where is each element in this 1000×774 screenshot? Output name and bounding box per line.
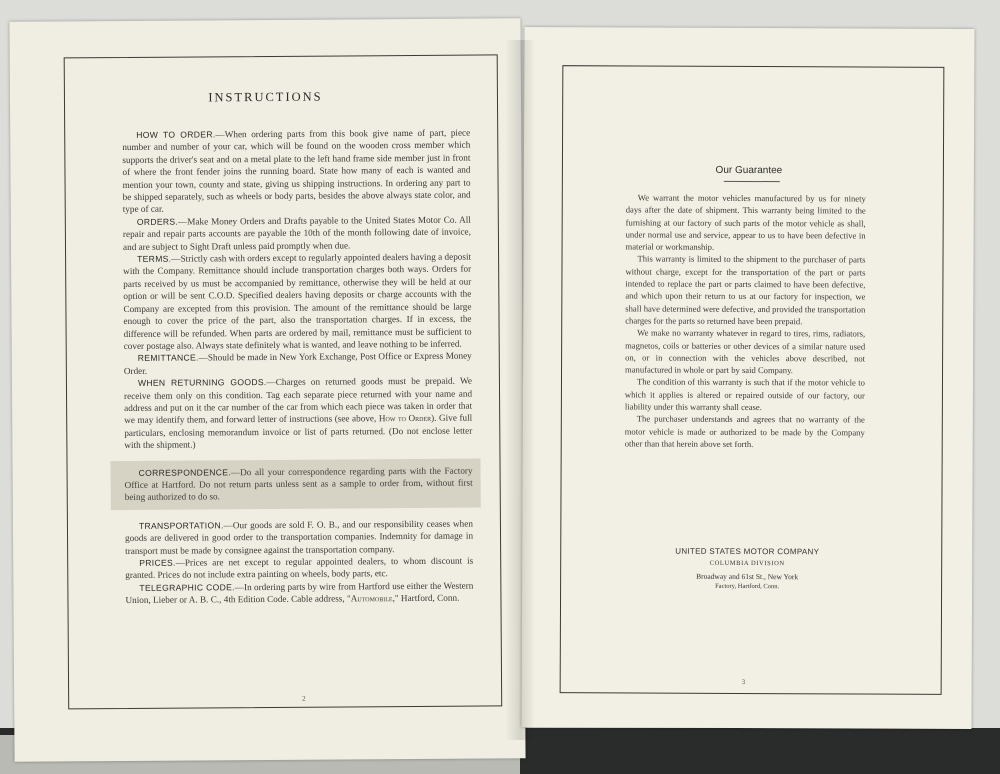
guarantee-paragraph: This warranty is limited to the shipment to the purchaser of parts without charge, except for the transportation of the part or parts intended to replace the part or parts claimed to have been defective, and which upon their return to us at our factory for inspection, we shall have determined were defective, and provided the transportation charges for the parts so returned have been prepaid. xyxy=(625,254,866,327)
guarantee-paragraph: We warrant the motor vehicles manufactured by us for ninety days after the date of shipment. This warranty being limited to the furnishing at our factory of such parts of the motor vehicle as shall, under normal use and service, appear to us to have been defective in material or workmanship. xyxy=(625,192,866,253)
book-gutter-shadow xyxy=(505,40,535,740)
remittance-label: REMITTANCE. xyxy=(137,352,199,364)
transportation-text: —Our goods are sold F. O. B., and our responsibility ceases when goods are delivered in good order to the transportation companies. Indemnity for damage in transport must be made by consignee against the transportation company. xyxy=(124,518,474,556)
returning-goods-text-1: —Charges on returned goods must be prepaid. We receive them only on this condition. Tag each separate piece returned with your name and address and put on it the car number of the car from which each piece was taken in order that we may identify them, and forward letter of instructions (see above, xyxy=(124,375,473,426)
guarantee-paragraph: The condition of this warranty is such that if the motor vehicle to which it applies is altered or repaired outside of our factory, our liability under this warranty shall cease. xyxy=(624,376,866,413)
cable-address-name: Automobile xyxy=(350,593,393,604)
terms-label: TERMS. xyxy=(137,253,172,264)
company-division: COLUMBIA DIVISION xyxy=(709,559,785,568)
terms-text: —Strictly cash with orders except to regularly appointed dealers having a deposit with the Company. Remittance should include transportation charges both ways. Orders for parts received by us must be accompanied by remittance, otherwise they will be held at our option or will be sent C.O.D. Specified dealers having deposits or charge accounts with the Company are excepted from this provision. The amount of the remittance should be large enough to cover the price of the part, also the transportation charges. If in excess, the difference will be refunded. When parts are ordered by mail, remittance must be sufficient to cover postage also. Always state definitely what is wanted, and leave nothing to be inferred. xyxy=(123,251,472,351)
returning-goods-label: WHEN RETURNING GOODS. xyxy=(137,377,267,389)
returning-goods-text-2: ). Give full particulars, enclosing memorandum invoice or list of parts returned. (Do not enclose letter with the shipment.) xyxy=(124,412,473,451)
orders-text: —Make Money Orders and Drafts payable to the United States Motor Co. All repair and repair parts accounts are payable the 10th of the month following date of invoice, and are subject to Sight Draft unless paid promptly when due. xyxy=(122,214,471,252)
guarantee-paragraph: The purchaser understands and agrees that no warranty of the motor vehicle is made or authorized to be made by the Company other than that herein above set forth. xyxy=(624,413,865,449)
prices-paragraph xyxy=(125,555,473,582)
orders-label: ORDERS. xyxy=(136,216,179,227)
correspondence-sticker xyxy=(110,458,480,510)
prices-label: PRICES. xyxy=(139,557,176,568)
terms-paragraph xyxy=(123,251,472,353)
telegraphic-code-text-2: ," Hartford, Conn. xyxy=(392,592,460,604)
how-to-order-text: —When ordering parts from this book give name of part, piece number and number of your car, which will be found on the wooden cross member which supports the driver's seat and on a metal plate to the left hand frame side member just in front of where the front fender joins the running board. State how many of each is wanted and mention your town, county and state, giving us shipping instructions. In ordering any part to be shipped separately, such as wheels or body parts, besides the above always state color, and type of car. xyxy=(122,127,471,215)
company-name: UNITED STATES MOTOR COMPANY xyxy=(675,546,820,557)
correspondence-paragraph xyxy=(125,464,473,504)
guarantee-body xyxy=(625,191,866,450)
left-page-number: 2 xyxy=(302,694,306,703)
factory-location: Factory, Hartford, Conn. xyxy=(715,582,780,591)
guarantee-title: Our Guarantee xyxy=(715,164,783,177)
transportation-paragraph xyxy=(125,517,473,557)
instructions-body xyxy=(122,127,473,607)
correspondence-label: CORRESPONDENCE. xyxy=(138,466,231,478)
remittance-text: —Should be made in New York Exchange, Post Office or Express Money Order. xyxy=(123,350,472,376)
company-address: Broadway and 61st St., New York xyxy=(696,571,799,582)
remittance-paragraph xyxy=(124,350,472,377)
prices-text: —Prices are net except to regular appointed dealers, to whom discount is granted. Prices do not include extra painting on wheels, body parts, etc. xyxy=(125,555,474,581)
telegraphic-code-label: TELEGRAPHIC CODE. xyxy=(139,582,235,593)
returning-goods-paragraph xyxy=(124,375,473,452)
instructions-title: INSTRUCTIONS xyxy=(208,89,323,105)
telegraphic-code-paragraph xyxy=(125,579,473,606)
how-to-order-paragraph xyxy=(122,127,471,216)
how-to-order-label: HOW TO ORDER. xyxy=(136,129,216,140)
left-page xyxy=(9,18,525,762)
orders-paragraph xyxy=(123,213,471,253)
how-to-order-reference: How to Order xyxy=(378,413,432,424)
right-page-number: 3 xyxy=(741,677,746,686)
telegraphic-code-text-1: —In ordering parts by wire from Hartford use either the Western Union, Lieber or A. B. C., 4th Edition Code. Cable address, " xyxy=(125,580,474,606)
correspondence-text: —Do all your correspondence regarding parts with the Factory Office at Hartford. Do not return parts unless sent as a sample to order from, without first being authorized to do so. xyxy=(124,465,473,503)
transportation-label: TRANSPORTATION. xyxy=(138,520,224,531)
guarantee-paragraph: We make no warranty whatever in regard to tires, rims, radiators, magnetos, coils or batteries or other devices of a similar nature used on, or in connection with the vehicles above described, not manufactured in whole or part by said Company. xyxy=(625,327,866,376)
right-page xyxy=(521,27,974,729)
